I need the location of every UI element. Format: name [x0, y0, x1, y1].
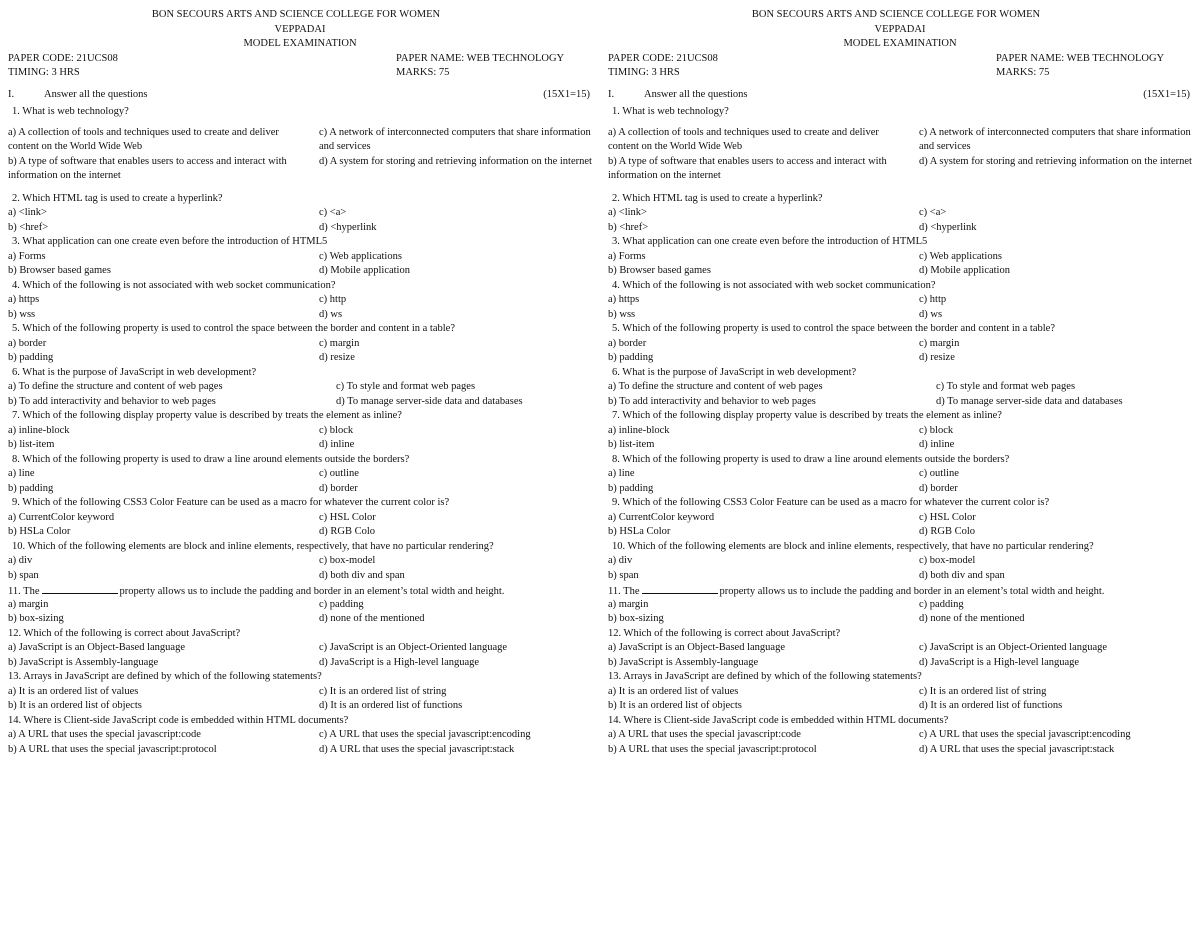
option-a: a) Forms: [608, 250, 646, 262]
question-14: [608, 714, 1192, 729]
option-d: d) RGB Colo: [319, 526, 376, 537]
option-d: d) RGB Colo: [919, 526, 976, 537]
question-text: 5. Which of the following property is used to control the space between the border and content in a table?: [612, 323, 1055, 334]
options-row: [8, 351, 592, 366]
question-9: [608, 496, 1192, 511]
options-row: [608, 308, 1192, 323]
options-row: [8, 641, 592, 656]
question-text: 5. Which of the following property is used to control the space between the border and content in a table?: [12, 323, 455, 334]
option-a: a) margin: [608, 598, 649, 610]
question-1-options: [608, 126, 1192, 184]
question-text: 2. Which HTML tag is used to create a hyperlink?: [12, 192, 223, 204]
option-a: a) To define the structure and content of web pages: [608, 381, 823, 392]
option-c: c) <a>: [919, 207, 947, 218]
question-text: 9. Which of the following CSS3 Color Feature can be used as a macro for whatever the current color is?: [12, 497, 450, 508]
option-a: a) <link>: [608, 207, 647, 218]
option-a: a) A URL that uses the special javascript:code: [8, 729, 201, 740]
question-paper-right: [608, 8, 1192, 757]
option-c: c) It is an ordered list of string: [919, 685, 1047, 697]
fill-in-blank: [42, 583, 118, 594]
question-text: 10. Which of the following elements are block and inline elements, respectively, that have no particular rendering?: [12, 540, 494, 552]
options-row: [8, 438, 592, 453]
option-b: b) To add interactivity and behavior to web pages: [8, 395, 216, 407]
option-a: a) CurrentColor keyword: [8, 511, 115, 523]
option-c: c) box-model: [919, 555, 976, 566]
option-a: a) To define the structure and content of web pages: [8, 381, 223, 392]
option-b: b) JavaScript is Assembly-language: [8, 656, 159, 668]
options-row: [8, 337, 592, 352]
question-8: [608, 453, 1192, 468]
options-row: [608, 656, 1192, 671]
question-text: 9. Which of the following CSS3 Color Feature can be used as a macro for whatever the current color is?: [612, 497, 1050, 508]
option-c: c) block: [919, 424, 954, 436]
question-suffix: property allows us to include the padding and border in an element’s total width and height.: [719, 586, 1105, 597]
options-row: [608, 395, 1192, 410]
options-row: [608, 525, 1192, 540]
question-9: [8, 496, 592, 511]
options-row: [608, 467, 1192, 482]
question-text: 13. Arrays in JavaScript are defined by which of the following statements?: [8, 671, 322, 682]
options-row: [608, 612, 1192, 627]
options-row: [608, 569, 1192, 584]
option-c: c) padding: [319, 598, 364, 610]
options-row: [608, 598, 1192, 613]
option-c: c) A network of interconnected computers that share information and services: [319, 126, 591, 152]
options-row: [8, 264, 592, 279]
options-row: [608, 380, 1192, 395]
question-3: [608, 235, 1192, 250]
options-row: [8, 206, 592, 221]
option-c: c) Web applications: [319, 250, 402, 262]
options-row: [8, 612, 592, 627]
option-a: a) It is an ordered list of values: [608, 685, 739, 697]
option-c: c) <a>: [319, 207, 347, 218]
option-a: a) It is an ordered list of values: [8, 685, 139, 697]
option-b: b) It is an ordered list of objects: [608, 700, 742, 711]
option-d: d) ws: [919, 308, 943, 320]
option-b: b) padding: [8, 482, 54, 494]
question-4: [608, 279, 1192, 294]
option-b: b) <href>: [8, 221, 49, 233]
option-d: d) border: [919, 482, 958, 494]
option-a: a) div: [608, 555, 633, 566]
option-d: d) A URL that uses the special javascript:stack: [319, 743, 515, 755]
question-text: 10. Which of the following elements are block and inline elements, respectively, that have no particular rendering?: [612, 540, 1094, 552]
options-row: [8, 554, 592, 569]
option-b: b) A type of software that enables users to access and interact with information on the internet: [8, 155, 287, 181]
option-d: d) To manage server-side data and databases: [936, 395, 1123, 407]
option-d: d) none of the mentioned: [319, 613, 425, 624]
question-text: 6. What is the purpose of JavaScript in web development?: [612, 366, 857, 378]
option-c: c) block: [319, 424, 354, 436]
options-row: [8, 250, 592, 265]
question-11: [8, 583, 592, 598]
option-a: a) div: [8, 555, 33, 566]
option-c: c) To style and format web pages: [336, 381, 476, 392]
options-row: [608, 424, 1192, 439]
option-a: a) A collection of tools and techniques used to create and deliver content on the World Wide Web: [608, 126, 879, 152]
options-row: [608, 337, 1192, 352]
option-d: d) <hyperlink: [319, 221, 377, 233]
options-row: [8, 511, 592, 526]
question-8: [8, 453, 592, 468]
meta-row-2: [608, 66, 1192, 81]
question-11: [608, 583, 1192, 598]
option-c: c) HSL Color: [319, 511, 376, 523]
meta-row-1: [8, 52, 592, 67]
question-text: 2. Which HTML tag is used to create a hyperlink?: [612, 192, 823, 204]
option-d: d) resize: [919, 352, 955, 363]
section-instruction: Answer all the questions: [44, 88, 148, 100]
question-10: [608, 540, 1192, 555]
option-b: b) <href>: [608, 221, 649, 233]
question-5: [608, 322, 1192, 337]
options-row: [8, 699, 592, 714]
option-a: a) CurrentColor keyword: [608, 511, 715, 523]
option-b: b) box-sizing: [608, 613, 664, 624]
question-13: [608, 670, 1192, 685]
options-row: [608, 221, 1192, 236]
question-text: 12. Which of the following is correct about JavaScript?: [608, 627, 841, 639]
option-b: b) A URL that uses the special javascript:protocol: [608, 743, 817, 755]
option-a: a) margin: [8, 598, 49, 610]
option-d: d) inline: [919, 439, 955, 450]
option-b: b) span: [8, 569, 39, 581]
option-d: d) both div and span: [919, 569, 1005, 581]
paper-code: PAPER CODE: 21UCS08: [608, 52, 718, 64]
option-b: b) Browser based games: [8, 265, 111, 276]
option-c: c) A network of interconnected computers that share information and services: [919, 126, 1191, 152]
option-d: d) inline: [319, 439, 355, 450]
option-d: d) A system for storing and retrieving information on the internet: [319, 155, 592, 167]
option-d: d) both div and span: [319, 569, 405, 581]
options-row: [8, 380, 592, 395]
college-place: VEPPADAI: [874, 23, 926, 35]
option-c: c) HSL Color: [919, 511, 976, 523]
option-d: d) A URL that uses the special javascript:stack: [919, 743, 1115, 755]
option-c: c) margin: [919, 337, 960, 349]
question-text: 3. What application can one create even before the introduction of HTML5: [612, 236, 928, 247]
section-number: I.: [608, 88, 615, 100]
option-d: d) JavaScript is a High-level language: [319, 656, 480, 668]
options-row: [608, 641, 1192, 656]
option-a: a) A collection of tools and techniques used to create and deliver content on the World Wide Web: [8, 126, 279, 152]
question-text: 12. Which of the following is correct about JavaScript?: [8, 627, 241, 639]
options-row: [608, 554, 1192, 569]
option-b: b) A URL that uses the special javascript:protocol: [8, 743, 217, 755]
college-name: BON SECOURS ARTS AND SCIENCE COLLEGE FOR WOMEN: [751, 9, 1041, 20]
options-row: [8, 467, 592, 482]
options-row: [8, 395, 592, 410]
options-row: [608, 351, 1192, 366]
option-b: b) padding: [608, 352, 654, 363]
options-row: [8, 482, 592, 497]
options-row: [8, 685, 592, 700]
section-number: I.: [8, 88, 15, 100]
option-a: a) JavaScript is an Object-Based language: [608, 642, 785, 653]
option-b: b) HSLa Color: [8, 526, 71, 537]
timing: TIMING: 3 HRS: [8, 67, 80, 78]
option-b: b) padding: [608, 482, 654, 494]
question-text: 4. Which of the following is not associated with web socket communication?: [12, 279, 336, 291]
option-d: d) <hyperlink: [919, 221, 977, 233]
option-c: c) Web applications: [919, 250, 1002, 262]
question-12: [608, 627, 1192, 642]
option-b: b) HSLa Color: [608, 526, 671, 537]
options-row: [8, 221, 592, 236]
option-b: b) list-item: [8, 439, 55, 450]
option-d: d) ws: [319, 308, 343, 320]
question-7: [8, 409, 592, 424]
option-a: a) https: [608, 294, 640, 305]
option-a: a) JavaScript is an Object-Based language: [8, 642, 185, 653]
option-c: c) JavaScript is an Object-Oriented language: [919, 642, 1108, 653]
total-marks: MARKS: 75: [996, 67, 1050, 78]
option-b: b) JavaScript is Assembly-language: [608, 656, 759, 668]
option-a: a) border: [608, 337, 647, 349]
section-instruction: Answer all the questions: [644, 88, 748, 100]
options-row: [8, 525, 592, 540]
option-a: a) Forms: [8, 250, 46, 262]
question-3: [8, 235, 592, 250]
question-prefix: 11. The: [8, 586, 40, 597]
option-d: d) A system for storing and retrieving information on the internet: [919, 155, 1192, 167]
option-a: a) border: [8, 337, 47, 349]
exam-title: MODEL EXAMINATION: [243, 38, 357, 49]
question-text: 7. Which of the following display property value is described by treats the element as inline?: [12, 410, 402, 421]
option-d: d) It is an ordered list of functions: [919, 700, 1063, 711]
college-name: BON SECOURS ARTS AND SCIENCE COLLEGE FOR WOMEN: [151, 9, 441, 20]
college-place: VEPPADAI: [274, 23, 326, 35]
paper-name: PAPER NAME: WEB TECHNOLOGY: [396, 52, 565, 64]
options-row: [8, 293, 592, 308]
option-b: b) A type of software that enables users to access and interact with information on the internet: [608, 155, 887, 181]
options-row: [8, 728, 592, 743]
question-text: 1. What is web technology?: [612, 106, 729, 117]
meta-row-1: [608, 52, 1192, 67]
options-row: [608, 264, 1192, 279]
options-row: [8, 569, 592, 584]
question-text: 4. Which of the following is not associated with web socket communication?: [612, 279, 936, 291]
question-text: 8. Which of the following property is used to draw a line around elements outside the borders?: [12, 453, 410, 465]
option-b: b) padding: [8, 352, 54, 363]
option-b: b) span: [608, 569, 639, 581]
question-4: [8, 279, 592, 294]
option-d: d) border: [319, 482, 358, 494]
option-b: b) To add interactivity and behavior to web pages: [608, 395, 816, 407]
section-marks: (15X1=15): [1143, 88, 1190, 100]
option-a: a) A URL that uses the special javascript:code: [608, 729, 801, 740]
total-marks: MARKS: 75: [396, 67, 450, 78]
question-paper-left: [8, 8, 592, 757]
question-1: [8, 105, 592, 120]
option-a: a) inline-block: [608, 424, 670, 436]
options-row: [8, 656, 592, 671]
question-12: [8, 627, 592, 642]
options-row: [608, 438, 1192, 453]
options-row: [608, 728, 1192, 743]
option-a: a) inline-block: [8, 424, 70, 436]
option-a: a) <link>: [8, 207, 47, 218]
options-row: [608, 293, 1192, 308]
options-row: [608, 511, 1192, 526]
option-c: c) http: [319, 294, 347, 305]
question-1-options: [8, 126, 592, 184]
question-suffix: property allows us to include the padding and border in an element’s total width and height.: [119, 586, 505, 597]
option-d: d) none of the mentioned: [919, 613, 1025, 624]
question-text: 14. Where is Client-side JavaScript code is embedded within HTML documents?: [608, 714, 949, 726]
fill-in-blank: [642, 583, 718, 594]
option-d: d) resize: [319, 352, 355, 363]
option-c: c) A URL that uses the special javascript:encoding: [319, 729, 531, 740]
question-14: [8, 714, 592, 729]
option-a: a) line: [608, 468, 635, 479]
options-row: [608, 685, 1192, 700]
question-5: [8, 322, 592, 337]
option-d: d) JavaScript is a High-level language: [919, 656, 1080, 668]
option-c: c) outline: [919, 468, 959, 479]
question-text: 14. Where is Client-side JavaScript code is embedded within HTML documents?: [8, 714, 349, 726]
option-b: b) It is an ordered list of objects: [8, 700, 142, 711]
option-a: a) https: [8, 294, 40, 305]
question-7: [608, 409, 1192, 424]
question-13: [8, 670, 592, 685]
option-a: a) line: [8, 468, 35, 479]
question-text: 13. Arrays in JavaScript are defined by which of the following statements?: [608, 671, 922, 682]
option-c: c) It is an ordered list of string: [319, 685, 447, 697]
question-2: [8, 192, 592, 207]
options-row: [608, 482, 1192, 497]
question-text: 6. What is the purpose of JavaScript in web development?: [12, 366, 257, 378]
option-c: c) A URL that uses the special javascript:encoding: [919, 729, 1131, 740]
option-c: c) padding: [919, 598, 964, 610]
option-b: b) list-item: [608, 439, 655, 450]
timing: TIMING: 3 HRS: [608, 67, 680, 78]
question-1: [608, 105, 1192, 120]
question-10: [8, 540, 592, 555]
section-marks: (15X1=15): [543, 88, 590, 100]
question-6: [608, 366, 1192, 381]
question-2: [608, 192, 1192, 207]
option-c: c) JavaScript is an Object-Oriented language: [319, 642, 508, 653]
options-row: [8, 598, 592, 613]
question-prefix: 11. The: [608, 586, 640, 597]
paper-name: PAPER NAME: WEB TECHNOLOGY: [996, 52, 1165, 64]
option-b: b) wss: [8, 308, 36, 320]
question-text: 3. What application can one create even before the introduction of HTML5: [12, 236, 328, 247]
paper-code: PAPER CODE: 21UCS08: [8, 52, 118, 64]
options-row: [608, 699, 1192, 714]
meta-row-2: [8, 66, 592, 81]
section-heading: [8, 88, 592, 103]
option-c: c) outline: [319, 468, 359, 479]
option-d: d) Mobile application: [919, 265, 1010, 276]
options-row: [608, 743, 1192, 758]
option-c: c) margin: [319, 337, 360, 349]
option-b: b) Browser based games: [608, 265, 711, 276]
question-6: [8, 366, 592, 381]
option-b: b) box-sizing: [8, 613, 64, 624]
question-text: 1. What is web technology?: [12, 106, 129, 117]
option-c: c) To style and format web pages: [936, 381, 1076, 392]
question-text: 7. Which of the following display property value is described by treats the element as inline?: [612, 410, 1002, 421]
options-row: [608, 206, 1192, 221]
option-d: d) It is an ordered list of functions: [319, 700, 463, 711]
option-d: d) Mobile application: [319, 265, 410, 276]
options-row: [8, 308, 592, 323]
option-c: c) box-model: [319, 555, 376, 566]
question-text: 8. Which of the following property is used to draw a line around elements outside the borders?: [612, 453, 1010, 465]
options-row: [8, 743, 592, 758]
option-c: c) http: [919, 294, 947, 305]
options-row: [8, 424, 592, 439]
option-d: d) To manage server-side data and databases: [336, 395, 523, 407]
options-row: [608, 250, 1192, 265]
option-b: b) wss: [608, 308, 636, 320]
exam-title: MODEL EXAMINATION: [843, 38, 957, 49]
section-heading: [608, 88, 1192, 103]
